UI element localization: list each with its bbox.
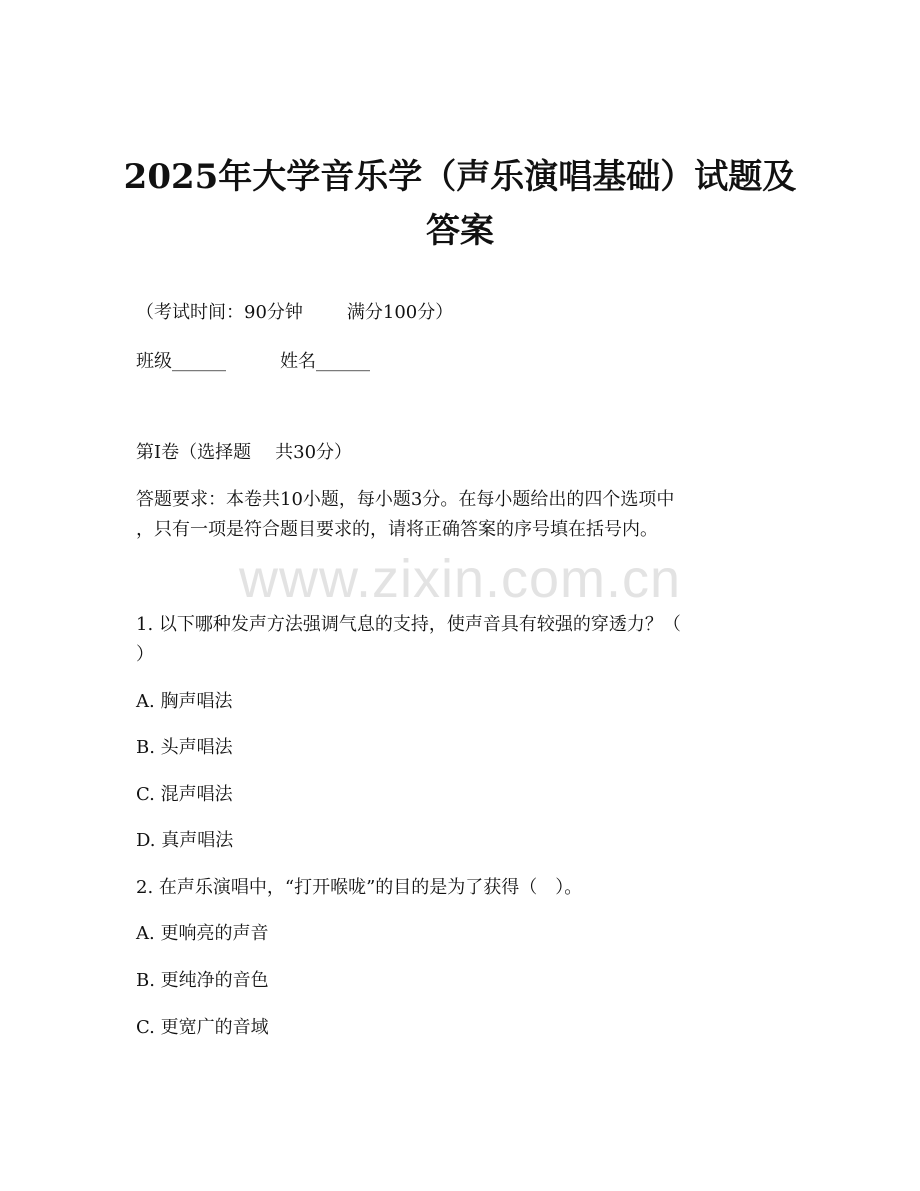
question-2-option-a: A. 更响亮的声音: [136, 923, 269, 944]
class-label: 班级______: [136, 351, 226, 372]
question-1-option-b: B. 头声唱法: [136, 737, 233, 758]
student-info: [136, 349, 370, 375]
name-label: 姓名______: [280, 351, 370, 372]
section-heading: [136, 440, 352, 466]
question-2-stem: 2. 在声乐演唱中，“打开喉咙”的目的是为了获得（ ）。: [136, 877, 583, 898]
exam-time: （考试时间：90分钟: [136, 302, 303, 323]
instructions-line-2: ，只有一项是符合题目要求的，请将正确答案的序号填在括号内。: [136, 519, 658, 540]
question-1-stem-line-2: ）: [136, 644, 154, 665]
document-title: [110, 150, 810, 258]
section-score: 共30分）: [275, 442, 353, 463]
title-line-1: 2025年大学音乐学（声乐演唱基础）试题及: [123, 157, 797, 197]
title-line-2: 答案: [426, 211, 494, 251]
watermark-text: www.zixin.com.cn: [238, 549, 682, 609]
section-title: 第I卷（选择题: [136, 442, 252, 463]
question-1-option-c: C. 混声唱法: [136, 784, 233, 805]
instructions-line-1: 答题要求：本卷共10小题，每小题3分。在每小题给出的四个选项中: [136, 489, 675, 510]
question-1-option-a: A. 胸声唱法: [136, 691, 233, 712]
question-1-stem-line-1: 1. 以下哪种发声方法强调气息的支持，使声音具有较强的穿透力？（: [136, 614, 681, 635]
exam-info: [136, 300, 453, 326]
full-score: 满分100分）: [346, 302, 454, 323]
question-2-option-b: B. 更纯净的音色: [136, 970, 269, 991]
question-2-option-c: C. 更宽广的音域: [136, 1017, 269, 1038]
question-1-option-d: D. 真声唱法: [136, 830, 234, 851]
